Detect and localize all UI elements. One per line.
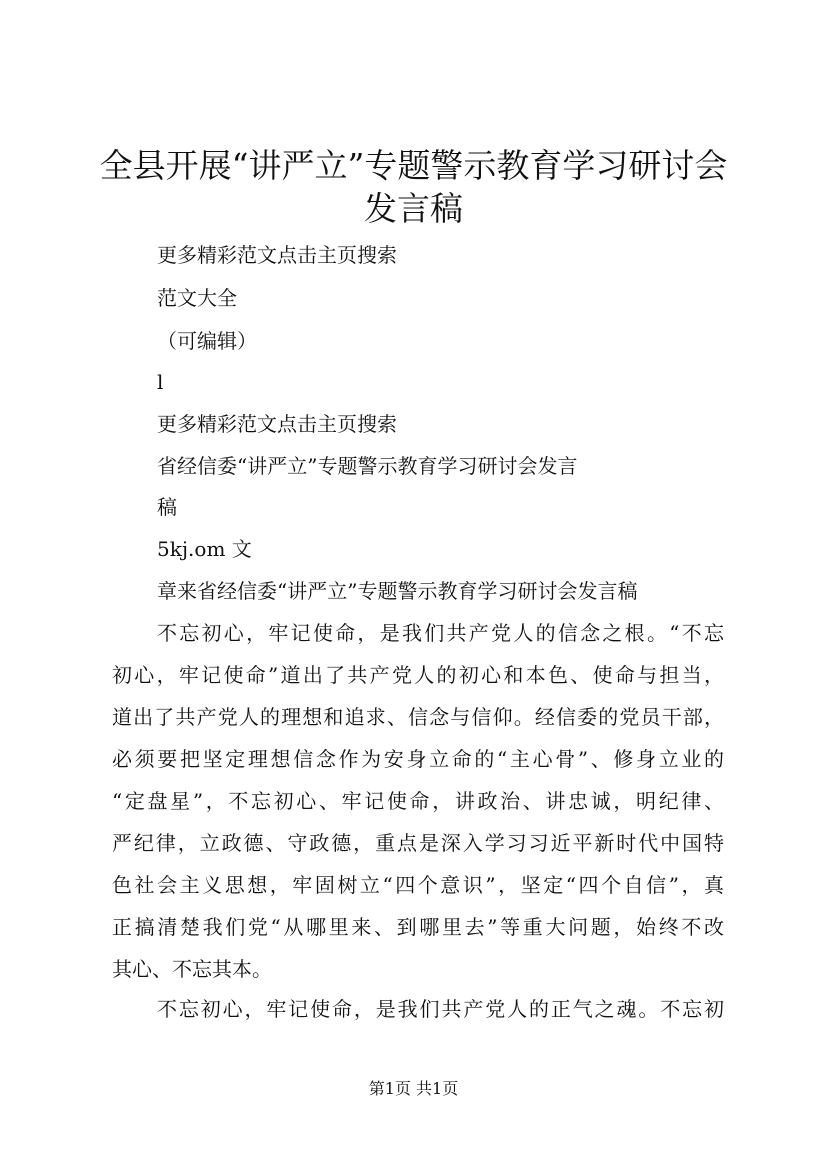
source-line: 5kj.om 文 [157, 537, 252, 561]
paragraph-line: 必须要把坚定理想信念作为安身立命的“主心骨”、修身立业的 [112, 747, 724, 771]
promo-line-repeat: 更多精彩范文点击主页搜索 [157, 412, 397, 436]
paragraph-line: 不忘初心，牢记使命，是我们共产党人的信念之根。“不忘 [157, 621, 724, 645]
body-paragraph-1 [112, 612, 724, 990]
source-line-continued: 章来省经信委“讲严立”专题警示教育学习研讨会发言稿 [157, 579, 638, 603]
subtitle-line-end: 稿 [157, 495, 177, 519]
paragraph-line: 道出了共产党人的理想和追求、信念与信仰。经信委的党员干部， [112, 705, 724, 729]
category-line: 范文大全 [157, 286, 237, 310]
paragraph-line: 其心、不忘其本。 [112, 957, 272, 981]
paragraph-line: 不忘初心，牢记使命，是我们共产党人的正气之魂。不忘初 [157, 997, 724, 1021]
document-title-continued: 发言稿 [364, 189, 463, 228]
paragraph-line: 正搞清楚我们党“从哪里来、到哪里去”等重大问题，始终不改 [112, 915, 724, 939]
paragraph-line: 初心，牢记使命”道出了共产党人的初心和本色、使命与担当， [112, 663, 724, 687]
page-number: 第1页 共1页 [368, 1079, 459, 1098]
editable-note: （可编辑） [157, 329, 257, 353]
paragraph-line: 色社会主义思想，牢固树立“四个意识”，坚定“四个自信”，真 [112, 873, 724, 897]
document-title: 全县开展“讲严立”专题警示教育学习研讨会 [99, 146, 728, 185]
paragraph-line: “定盘星”，不忘初心、牢记使命，讲政治、讲忠诚，明纪律、 [112, 789, 724, 813]
subtitle-line: 省经信委“讲严立”专题警示教育学习研讨会发言 [157, 454, 578, 478]
promo-line: 更多精彩范文点击主页搜索 [157, 243, 397, 267]
paragraph-line: 严纪律，立政德、守政德，重点是深入学习习近平新时代中国特 [112, 831, 724, 855]
stray-character: l [157, 370, 164, 394]
body-paragraph-2 [112, 988, 724, 1030]
